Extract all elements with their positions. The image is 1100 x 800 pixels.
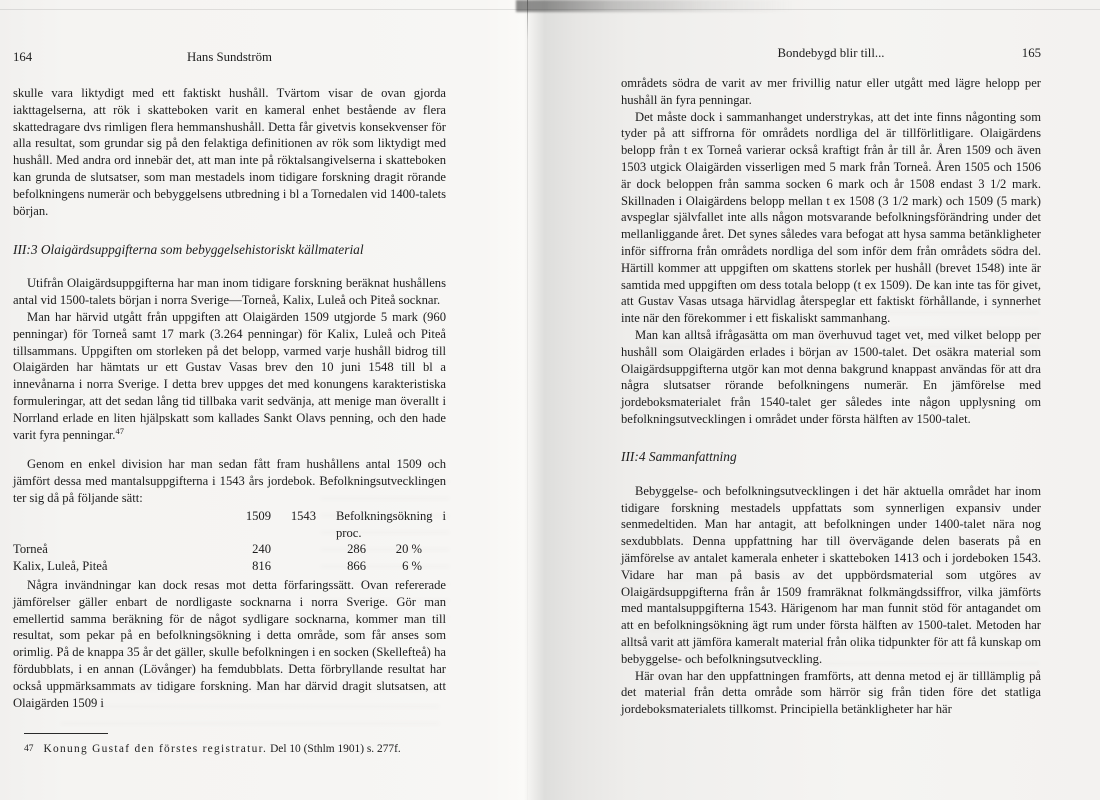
footnote-source-detail: Del 10 (Sthlm 1901) s. 277f. bbox=[270, 743, 401, 755]
running-header-left bbox=[13, 50, 446, 65]
footnote-rule bbox=[24, 733, 108, 734]
running-title: Hans Sundström bbox=[187, 50, 272, 64]
table-row bbox=[13, 541, 446, 558]
section-heading-iii4: III:4 Sammanfattning bbox=[621, 448, 737, 464]
book-spine-fold bbox=[527, 0, 528, 800]
section-heading-iii3: III:3 Olaigärdsuppgifterna som bebyggelsehistoriskt källmaterial bbox=[13, 242, 364, 258]
row-label: Torneå bbox=[13, 542, 48, 557]
paragraph bbox=[13, 309, 446, 443]
value-increase: 20 % bbox=[395, 542, 422, 557]
footnote-reference: 47 bbox=[115, 425, 124, 436]
paragraph: Bebyggelse- och befolkningsutvecklingen i det här aktuella området har inom tidigare forskning mestadels uppfattats som synnerligen expansiv under senmedeltiden. Man har antagit, att befolkningen under 1400-talet nära nog sexdubblats. Denna uppfattning har till övervägande delen baserats på en jämförelse av antalet kamerala enheter i skatteboken 1413 och i jordeboken 1543. Vidare har man på basis av det uppbördsmaterial som utgöres av Olaigärdsuppgifterna från år 1509 framräknat folkmängdssiffror, vilka jämförts med mantalsuppgifterna 1543. Härigenom har man funnit stöd för antagandet om att en befolkningsökning ägt rum under första hälften av 1500-talet. Metoden har alltså varit att jämföra kameralt material från olika tidpunkter för att få kunskap om bebyggelse- och befolkningsutveckling. bbox=[621, 483, 1041, 666]
paragraph: Utifrån Olaigärdsuppgifterna har man inom tidigare forskning beräknat hushållens antal vid 1500-talets början i norra Sverige—Torneå, Kalix, Luleå och Piteå socknar. bbox=[13, 276, 446, 308]
table-header-row bbox=[13, 508, 446, 542]
value-1543: 866 bbox=[347, 559, 366, 574]
footnote-source-title: Konung Gustaf den förstes registratur. bbox=[43, 743, 268, 755]
page-164 bbox=[13, 50, 446, 711]
page-body bbox=[621, 75, 1041, 718]
value-increase: 6 % bbox=[402, 559, 422, 574]
column-header-1509: 1509 bbox=[245, 508, 271, 523]
paragraph: Man kan alltså ifrågasätta om man överhuvud taget vet, med vilket belopp per hushåll som Olaigärden erlades i början av 1500-talet. Det osäkra material som Olaigärdsuppgifterna utgör kan mot denna bakgrund knappast användas för att dra några slutsatser rörande befolkningens numerär. En jämförelse med jordeboksmaterialet från 1540-talet ger således inte någon upplysning om befolkningsutvecklingen i området under första hälften av 1500-talet. bbox=[621, 327, 1041, 426]
page-number: 165 bbox=[1021, 46, 1041, 60]
table-row bbox=[13, 558, 446, 575]
page-165 bbox=[621, 46, 1041, 718]
running-title: Bondebygd blir till... bbox=[777, 46, 885, 60]
value-1509: 240 bbox=[252, 542, 271, 557]
paragraph: Genom en enkel division har man sedan fått fram hushållens antal 1509 och jämfört dessa med mantalsuppgifterna i 1543 års jordebok. Befolkningsutvecklingen ter sig då på följande sätt: bbox=[13, 457, 446, 505]
footnote-text bbox=[13, 742, 446, 756]
running-header-right bbox=[621, 46, 1041, 61]
row-label: Kalix, Luleå, Piteå bbox=[13, 559, 108, 574]
page-body bbox=[13, 85, 446, 711]
table-header-spacer bbox=[13, 508, 203, 542]
value-1509: 816 bbox=[252, 559, 271, 574]
spine-shadow bbox=[516, 0, 796, 12]
footnote-number: 47 bbox=[24, 744, 34, 754]
paragraph-continuation: skulle vara liktydigt med ett faktiskt hushåll. Tvärtom visar de ovan gjorda iakttagelserna, att rök i skatteboken varit en kameral enhet bestående av flera skattedragare dvs rimligen flera hemmanshushåll. Detta får givetvis konsekvenser för alla resultat, som grundar sig på den felaktiga definitionen av rök som liktydigt med hushåll. Med andra ord innebär det, att man inte på röktalsangivelserna i skatteboken kan grunda de slutsatser, som man mestadels inom tidigare forskning dragit rörande befolkningens numerär och bebyggelsens utbredning i bl a Tornedalen vid 1400-talets början. bbox=[13, 86, 446, 218]
column-header-increase: Befolkningsökning i proc. bbox=[336, 508, 446, 540]
footnote bbox=[13, 733, 446, 756]
page-number: 164 bbox=[13, 50, 33, 64]
paragraph: Det måste dock i sammanhanget understrykas, att det inte finns någonting som tyder på att siffrorna för områdets nordliga del är tillförlitligare. Olaigärdens belopp från t ex Torneå varierar också kraftigt från år till år. Åren 1509 och även 1503 utgick Olaigärden visserligen med 5 mark från Torneå. Åren 1505 och 1506 är dock beloppen från samma socken 6 mark och år 1508 endast 3 1/2 mark. Skillnaden i Olaigärdens belopp mellan t ex 1508 (3 1/2 mark) och 1509 (5 mark) avspeglar självfallet inte alls någon motsvarande befolkningsförändring under det mellanliggande året. Det synes således vara befogat att hysa samma betänkligheter inför siffrorna från områdets nordliga del som inför dem från områdets södra del. Härtill kommer att uppgiften om skattens storlek per hushåll (brevet 1548) inte är samtida med uppgiften om dess totala belopp (t ex 1509). De kan inte tas för givet, att Gustav Vasas utsaga härvidlag återspeglar ett faktiskt förhållande, i synnerhet inte när den förekommer i ett fiskaliskt sammanhang. bbox=[621, 109, 1041, 326]
paragraph: Några invändningar kan dock resas mot detta förfaringssätt. Ovan refererade jämförelser gäller enbart de nordligaste socknarna i norra Sverige. Gör man emellertid samma beräkning för de något sydligare socknarna, kommer man till resultat, som pekar på en befolkningsökning i detta område, som får anses som orimlig. På de knappa 35 år det gäller, skulle befolkningen i en socken (Skellefteå) ha fördubblats, i en annan (Lövånger) ha femdubblats. Detta förbryllande resultat har också uppmärksammats av tidigare forskning. Man har därvid dragit slutsatsen, att Olaigärden 1509 i bbox=[13, 577, 446, 710]
paragraph: Här ovan har den uppfattningen framförts, att denna metod ej är tilllämplig på det material från detta område som härrör sig från tiden före det statliga jordeboksmaterialets tillkomst. Principiella betänkligheter har här bbox=[621, 668, 1041, 717]
column-header-1543: 1543 bbox=[290, 508, 316, 523]
paragraph-text: Man har härvid utgått från uppgiften att Olaigärden 1509 utgjorde 5 mark (960 penningar) för Torneå samt 17 mark (3.264 penningar) för Kalix, Luleå och Piteå tillsammans. Uppgiften om storleken på det belopp, varmed varje hushåll bidrog till Olaigärden har hämtats ur ett Gustav Vasas brev den 10 juni 1548 till bl a innevånarna i norra Sverige. I detta brev uppges det med konungens karakteristiska formuleringar, att det sedan lång tid tillbaka varit sedvänja, att menige man överallt i Norrland erlade en liten hjälpskatt som kallades Sankt Olavs penning, och den hade varit fyra penningar. bbox=[13, 309, 446, 442]
population-table bbox=[13, 508, 446, 575]
paragraph-continuation: områdets södra de varit av mer frivillig natur eller utgått med lägre helopp per hushåll än fyra penningar. bbox=[621, 76, 1041, 107]
value-1543: 286 bbox=[347, 542, 366, 557]
